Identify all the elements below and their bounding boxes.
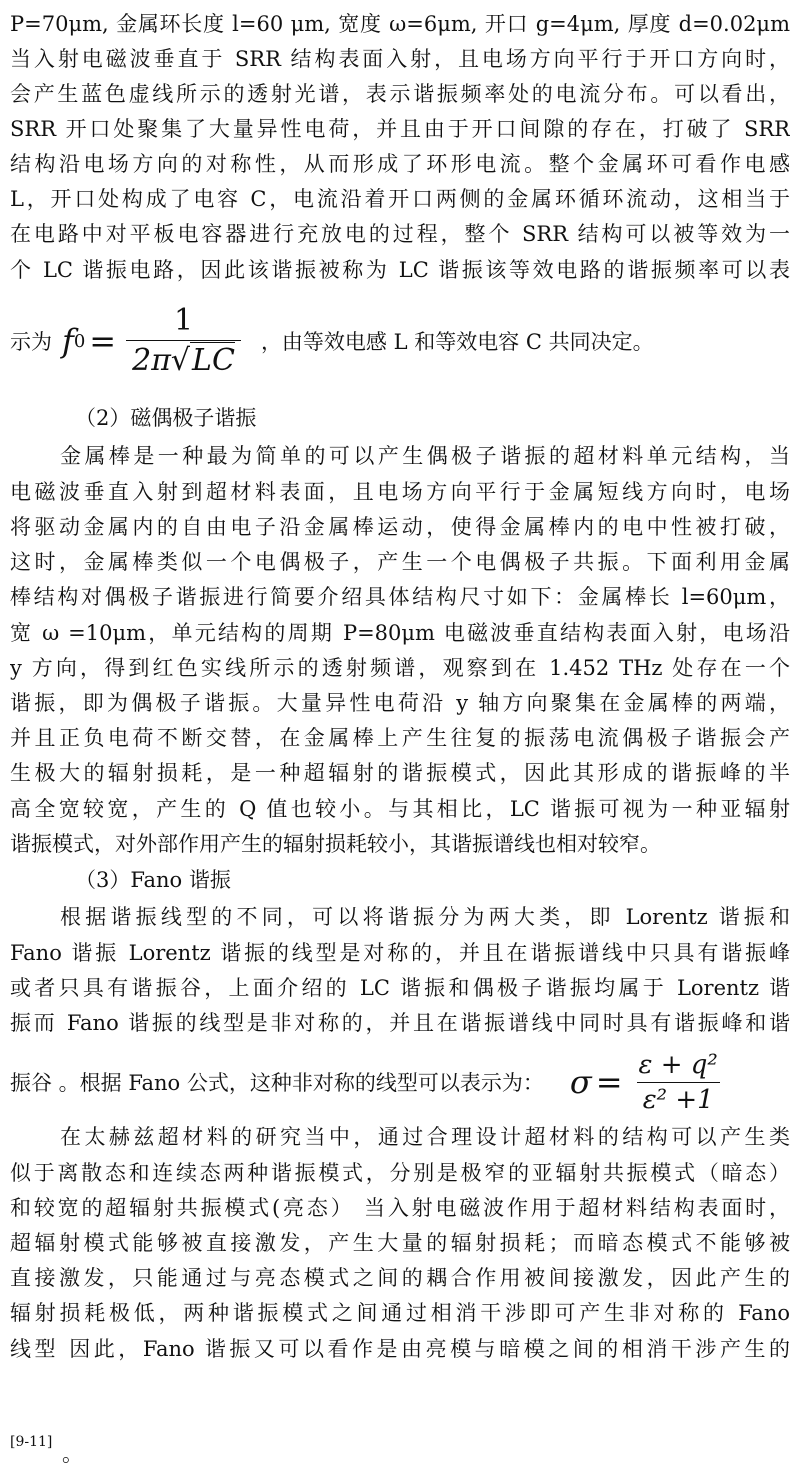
text-line: 并且正负电荷不断交替，在金属棒上产生往复的振荡电流偶极子谐振会产 bbox=[10, 726, 790, 750]
formula-fraction bbox=[126, 304, 241, 379]
formula-denominator bbox=[126, 340, 241, 379]
text-line: 超辐射模式能够被直接激发，产生大量的辐射损耗；而暗态模式不能够被 bbox=[10, 1231, 790, 1255]
text-line: 这时，金属棒类似一个电偶极子，产生一个电偶极子共振。下面利用金属 bbox=[10, 550, 790, 574]
text-line: 高全宽较宽，产生的 Q 值也较小。与其相比，LC 谐振可视为一种亚辐射 bbox=[10, 797, 790, 821]
text-line: SRR 开口处聚集了大量异性电荷，并且由于开口间隙的存在，打破了 SRR bbox=[10, 117, 790, 141]
formula-numerator: ε + q² bbox=[638, 1049, 718, 1080]
text-line: Fano 谐振 Lorentz 谐振的线型是对称的，并且在谐振谱线中只具有谐振峰 bbox=[10, 941, 790, 965]
formula-prefix: 示为 bbox=[10, 330, 52, 354]
text-line: 当入射电磁波垂直于 SRR 结构表面入射，且电场方向平行于开口方向时， bbox=[10, 47, 790, 71]
text-line: 直接激发，只能通过与亮态模式之间的耦合作用被间接激发，因此产生的 bbox=[10, 1266, 790, 1290]
text-line: 棒结构对偶极子谐振进行简要介绍具体结构尺寸如下：金属棒长 l=60μm， bbox=[10, 585, 790, 609]
formula-lhs: f bbox=[62, 322, 74, 360]
formula-equals: = bbox=[89, 322, 117, 360]
formula-denominator: ε² +1 bbox=[637, 1082, 720, 1115]
formula-numerator: 1 bbox=[173, 302, 194, 338]
resonance-frequency-formula bbox=[10, 298, 790, 384]
text-line: 或者只具有谐振谷，上面介绍的 LC 谐振和偶极子谐振均属于 Lorentz 谐 bbox=[10, 976, 790, 1000]
text-line: P=70μm, 金属环长度 l=60 μm, 宽度 ω=6μm, 开口 g=4μm, 厚度 d=0.02μm bbox=[10, 12, 790, 36]
text-line: 生极大的辐射损耗，是一种超辐射的谐振模式，因此其形成的谐振峰的半 bbox=[10, 761, 790, 785]
text-line: 电磁波垂直入射到超材料表面，且电场方向平行于金属短线方向时，电场 bbox=[10, 480, 790, 504]
text-line: L，开口处构成了电容 C，电流沿着开口两侧的金属环循环流动，这相当于 bbox=[10, 187, 790, 211]
text-line: 根据谐振线型的不同，可以将谐振分为两大类，即 Lorentz 谐振和 bbox=[60, 905, 790, 929]
text-line: 振而 Fano 谐振的线型是非对称的，并且在谐振谱线中同时具有谐振峰和谐 bbox=[10, 1011, 790, 1035]
text-line: 似于离散态和连续态两种谐振模式，分别是极窄的亚辐射共振模式（暗态） bbox=[10, 1161, 790, 1185]
sentence-end: 。 bbox=[62, 1442, 83, 1466]
formula-fraction bbox=[633, 1050, 724, 1115]
formula-denominator-prefix: 2π bbox=[132, 342, 171, 378]
text-line: 和较宽的超辐射共振模式(亮态） 当入射电磁波作用于超材料结构表面时， bbox=[10, 1196, 790, 1220]
text-line: 辐射损耗极低，两种谐振模式之间通过相消干涉即可产生非对称的 Fano bbox=[10, 1301, 790, 1325]
text-line: 宽 ω =10μm，单元结构的周期 P=80μm 电磁波垂直结构表面入射，电场沿 bbox=[10, 621, 790, 645]
formula-equals: = bbox=[595, 1063, 623, 1101]
text-line: 在电路中对平板电容器进行充放电的过程，整个 SRR 结构可以被等效为一 bbox=[10, 222, 790, 246]
text-line: 个 LC 谐振电路，因此该谐振被称为 LC 谐振该等效电路的谐振频率可以表 bbox=[10, 258, 790, 282]
section-heading: （3）Fano 谐振 bbox=[75, 868, 231, 892]
text-line: 在太赫兹超材料的研究当中，通过合理设计超材料的结构可以产生类 bbox=[60, 1125, 790, 1149]
text-line: 会产生蓝色虚线所示的透射光谱，表示谐振频率处的电流分布。可以看出， bbox=[10, 82, 790, 106]
formula-radicand: LC bbox=[192, 342, 235, 378]
sqrt-symbol: √ bbox=[170, 342, 191, 378]
text-line: 线型 因此，Fano 谐振又可以看作是由亮模与暗模之间的相消干涉产生的 bbox=[10, 1337, 790, 1361]
text-line: 谐振，即为偶极子谐振。大量异性电荷沿 y 轴方向聚集在金属棒的两端， bbox=[10, 691, 790, 715]
citation-reference: [9-11] bbox=[10, 1434, 53, 1450]
text-line: y 方向，得到红色实线所示的透射频谱，观察到在 1.452 THz 处存在一个 bbox=[10, 656, 790, 680]
formula-lhs-subscript: 0 bbox=[73, 330, 86, 352]
formula-prefix: 振谷 。根据 Fano 公式，这种非对称的线型可以表示为： bbox=[10, 1071, 544, 1095]
text-line: 金属棒是一种最为简单的可以产生偶极子谐振的超材料单元结构，当 bbox=[60, 444, 790, 468]
formula-suffix: ，由等效电感 L 和等效电容 C 共同决定。 bbox=[260, 330, 654, 354]
formula-lhs: σ bbox=[569, 1063, 592, 1101]
text-line: 谐振模式，对外部作用产生的辐射损耗较小，其谐振谱线也相对较窄。 bbox=[10, 832, 661, 856]
fano-formula bbox=[10, 1044, 790, 1120]
text-line: 结构沿电场方向的对称性，从而形成了环形电流。整个金属环可看作电感 bbox=[10, 152, 790, 176]
section-heading: （2）磁偶极子谐振 bbox=[75, 406, 257, 430]
text-line: 将驱动金属内的自由电子沿金属棒运动，使得金属棒内的电中性被打破， bbox=[10, 515, 790, 539]
